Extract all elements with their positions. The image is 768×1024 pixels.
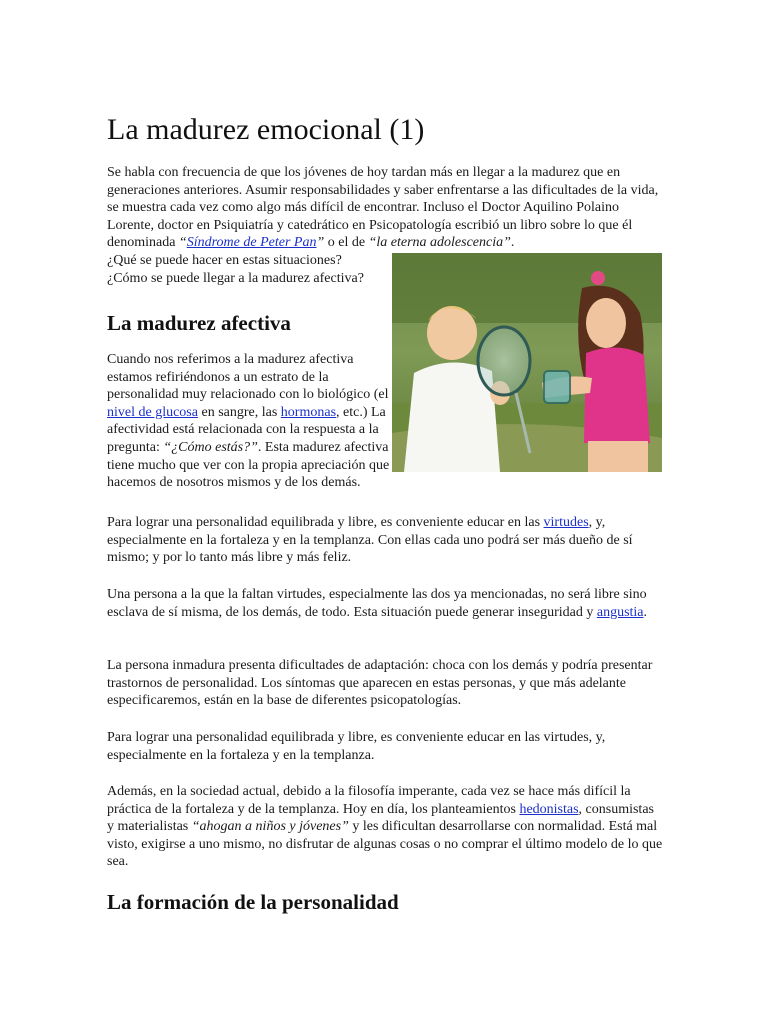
link-hormonas[interactable]: hormonas [280, 404, 337, 420]
section-heading-formacion-personalidad: La formación de la personalidad [107, 890, 399, 914]
paragraph-sociedad-actual: Además, en la sociedad actual, debido a la filosofía imperante, cada vez se hace más difícil la práctica de la fortaleza y de la templanza. Hoy en día, los planteamientos hedonistas, consumistas y materialistas “ahogan a niños y jóvenes” y les dificultan desarrollarse con normalidad. Está mal visto, exigirse a uno mismo, no disfrutar de algunas cosas o no comprar el último modelo de lo que sea. [107, 784, 663, 870]
paragraph-virtudes: Para lograr una personalidad equilibrada y libre, es conveniente educar en las virtudes, y, especialmente en la fortaleza y en la templanza. Con ellas cada uno podrá ser más dueño de sí mismo; y por lo tanto más libre y más feliz. [107, 515, 633, 566]
section-heading-madurez-afectiva: La madurez afectiva [107, 311, 291, 335]
paragraph-esclava: Una persona a la que la faltan virtudes, especialmente las dos ya mencionadas, no será libre sino esclava de sí misma, de los demás, de todo. Esta situación puede generar inseguridad y angustia. [107, 587, 648, 620]
intro-paragraph: Se habla con frecuencia de que los jóvenes de hoy tardan más en llegar a la madurez que en generaciones anteriores. Asumir responsabilidades y saber enfrentarse a las dificultades de la vida, se muestra cada vez como algo más difícil de encontrar. Incluso el Doctor Aquilino Polaino Lorente, doctor en Psiquiatría y catedrático en Psicopatología escribió un libro sobre lo que él denominada “Síndrome de Peter Pan” o el de “la eterna adolescencia”. [107, 165, 659, 251]
intro-question-1: ¿Qué se puede hacer en estas situaciones? [107, 252, 342, 268]
paragraph-lograr-personalidad: Para lograr una personalidad equilibrada y libre, es conveniente educar en las virtudes, y, especialmente en la fortaleza y en la templanza. [107, 730, 606, 763]
afectiva-paragraph: Cuando nos referimos a la madurez afectiva estamos refiriéndonos a un estrato de la personalidad muy relacionado con lo biológico (el nivel de glucosa en sangre, las hormonas, etc.) La afectividad está relacionada con la respuesta a la pregunta: “¿Cómo estás?”. Esta madurez afectiva tiene mucho que ver con la propia apreciación que hacemos de nosotros mismos y de los demás. [107, 352, 390, 491]
link-hedonistas[interactable]: hedonistas [519, 801, 579, 817]
afectiva-section [107, 351, 512, 492]
link-nivel-de-glucosa[interactable]: nivel de glucosa [107, 404, 198, 420]
page-title: La madurez emocional (1) [107, 113, 425, 146]
intro-question-2: ¿Cómo se puede llegar a la madurez afectiva? [107, 270, 364, 286]
link-sindrome-peter-pan[interactable]: Síndrome de Peter Pan [186, 235, 317, 251]
link-virtudes[interactable]: virtudes [543, 515, 589, 530]
link-angustia[interactable]: angustia [596, 604, 644, 620]
paragraph-persona-inmadura: La persona inmadura presenta dificultades de adaptación: choca con los demás y podría presentar trastornos de personalidad. Los síntomas que aparecen en estas personas, y que más adelante especificaremos, están en la base de diferentes psicopatologías. [107, 658, 653, 709]
